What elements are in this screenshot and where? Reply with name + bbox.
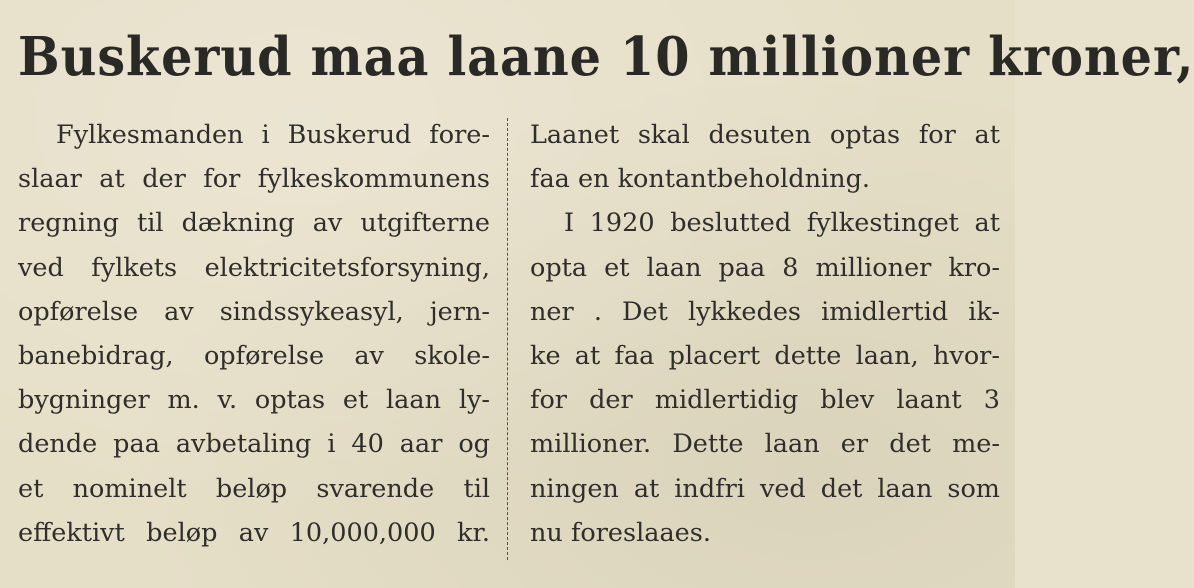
left-line-6: banebidrag, opførelse av skole- — [18, 341, 490, 372]
right-line-3: I 1920 beslutted fylkestinget at — [564, 208, 1000, 239]
right-line-8: millioner. Dette laan er det me- — [530, 429, 1000, 460]
left-line-2: slaar at der for fylkeskommunens — [18, 164, 490, 195]
left-line-8: dende paa avbetaling i 40 aar og — [18, 429, 490, 460]
right-line-1: Laanet skal desuten optas for at — [530, 120, 1000, 150]
right-line-9: ningen at indfri ved det laan som — [530, 473, 1000, 504]
right-line-6: ke at faa placert dette laan, hvor- — [530, 341, 1000, 372]
right-column — [530, 113, 1000, 555]
right-line-10: nu foreslaaes. — [530, 517, 711, 548]
left-line-9: et nominelt beløp svarende til — [18, 473, 490, 504]
left-line-7: bygninger m. v. optas et laan ly- — [18, 385, 490, 416]
right-line-5: ner . Det lykkedes imidlertid ik- — [530, 296, 1000, 327]
left-line-3: regning til dækning av utgifterne — [18, 208, 490, 239]
left-line-10: effektivt beløp av 10,000,000 kr. — [18, 517, 490, 548]
left-line-5: opførelse av sindssykeasyl, jern- — [18, 296, 490, 327]
right-line-2: faa en kontantbeholdning. — [530, 164, 871, 195]
right-line-4: opta et laan paa 8 millioner kro- — [530, 252, 1000, 283]
right-line-7: for der midlertidig blev laant 3 — [530, 385, 1000, 416]
left-column — [18, 113, 490, 555]
left-line-1: Fylkesmanden i Buskerud fore- — [56, 120, 490, 150]
left-line-4: ved fylkets elektricitetsforsyning, — [18, 252, 490, 283]
headline: Buskerud maa laane 10 millioner kroner, — [18, 26, 1194, 88]
column-divider — [507, 118, 508, 560]
